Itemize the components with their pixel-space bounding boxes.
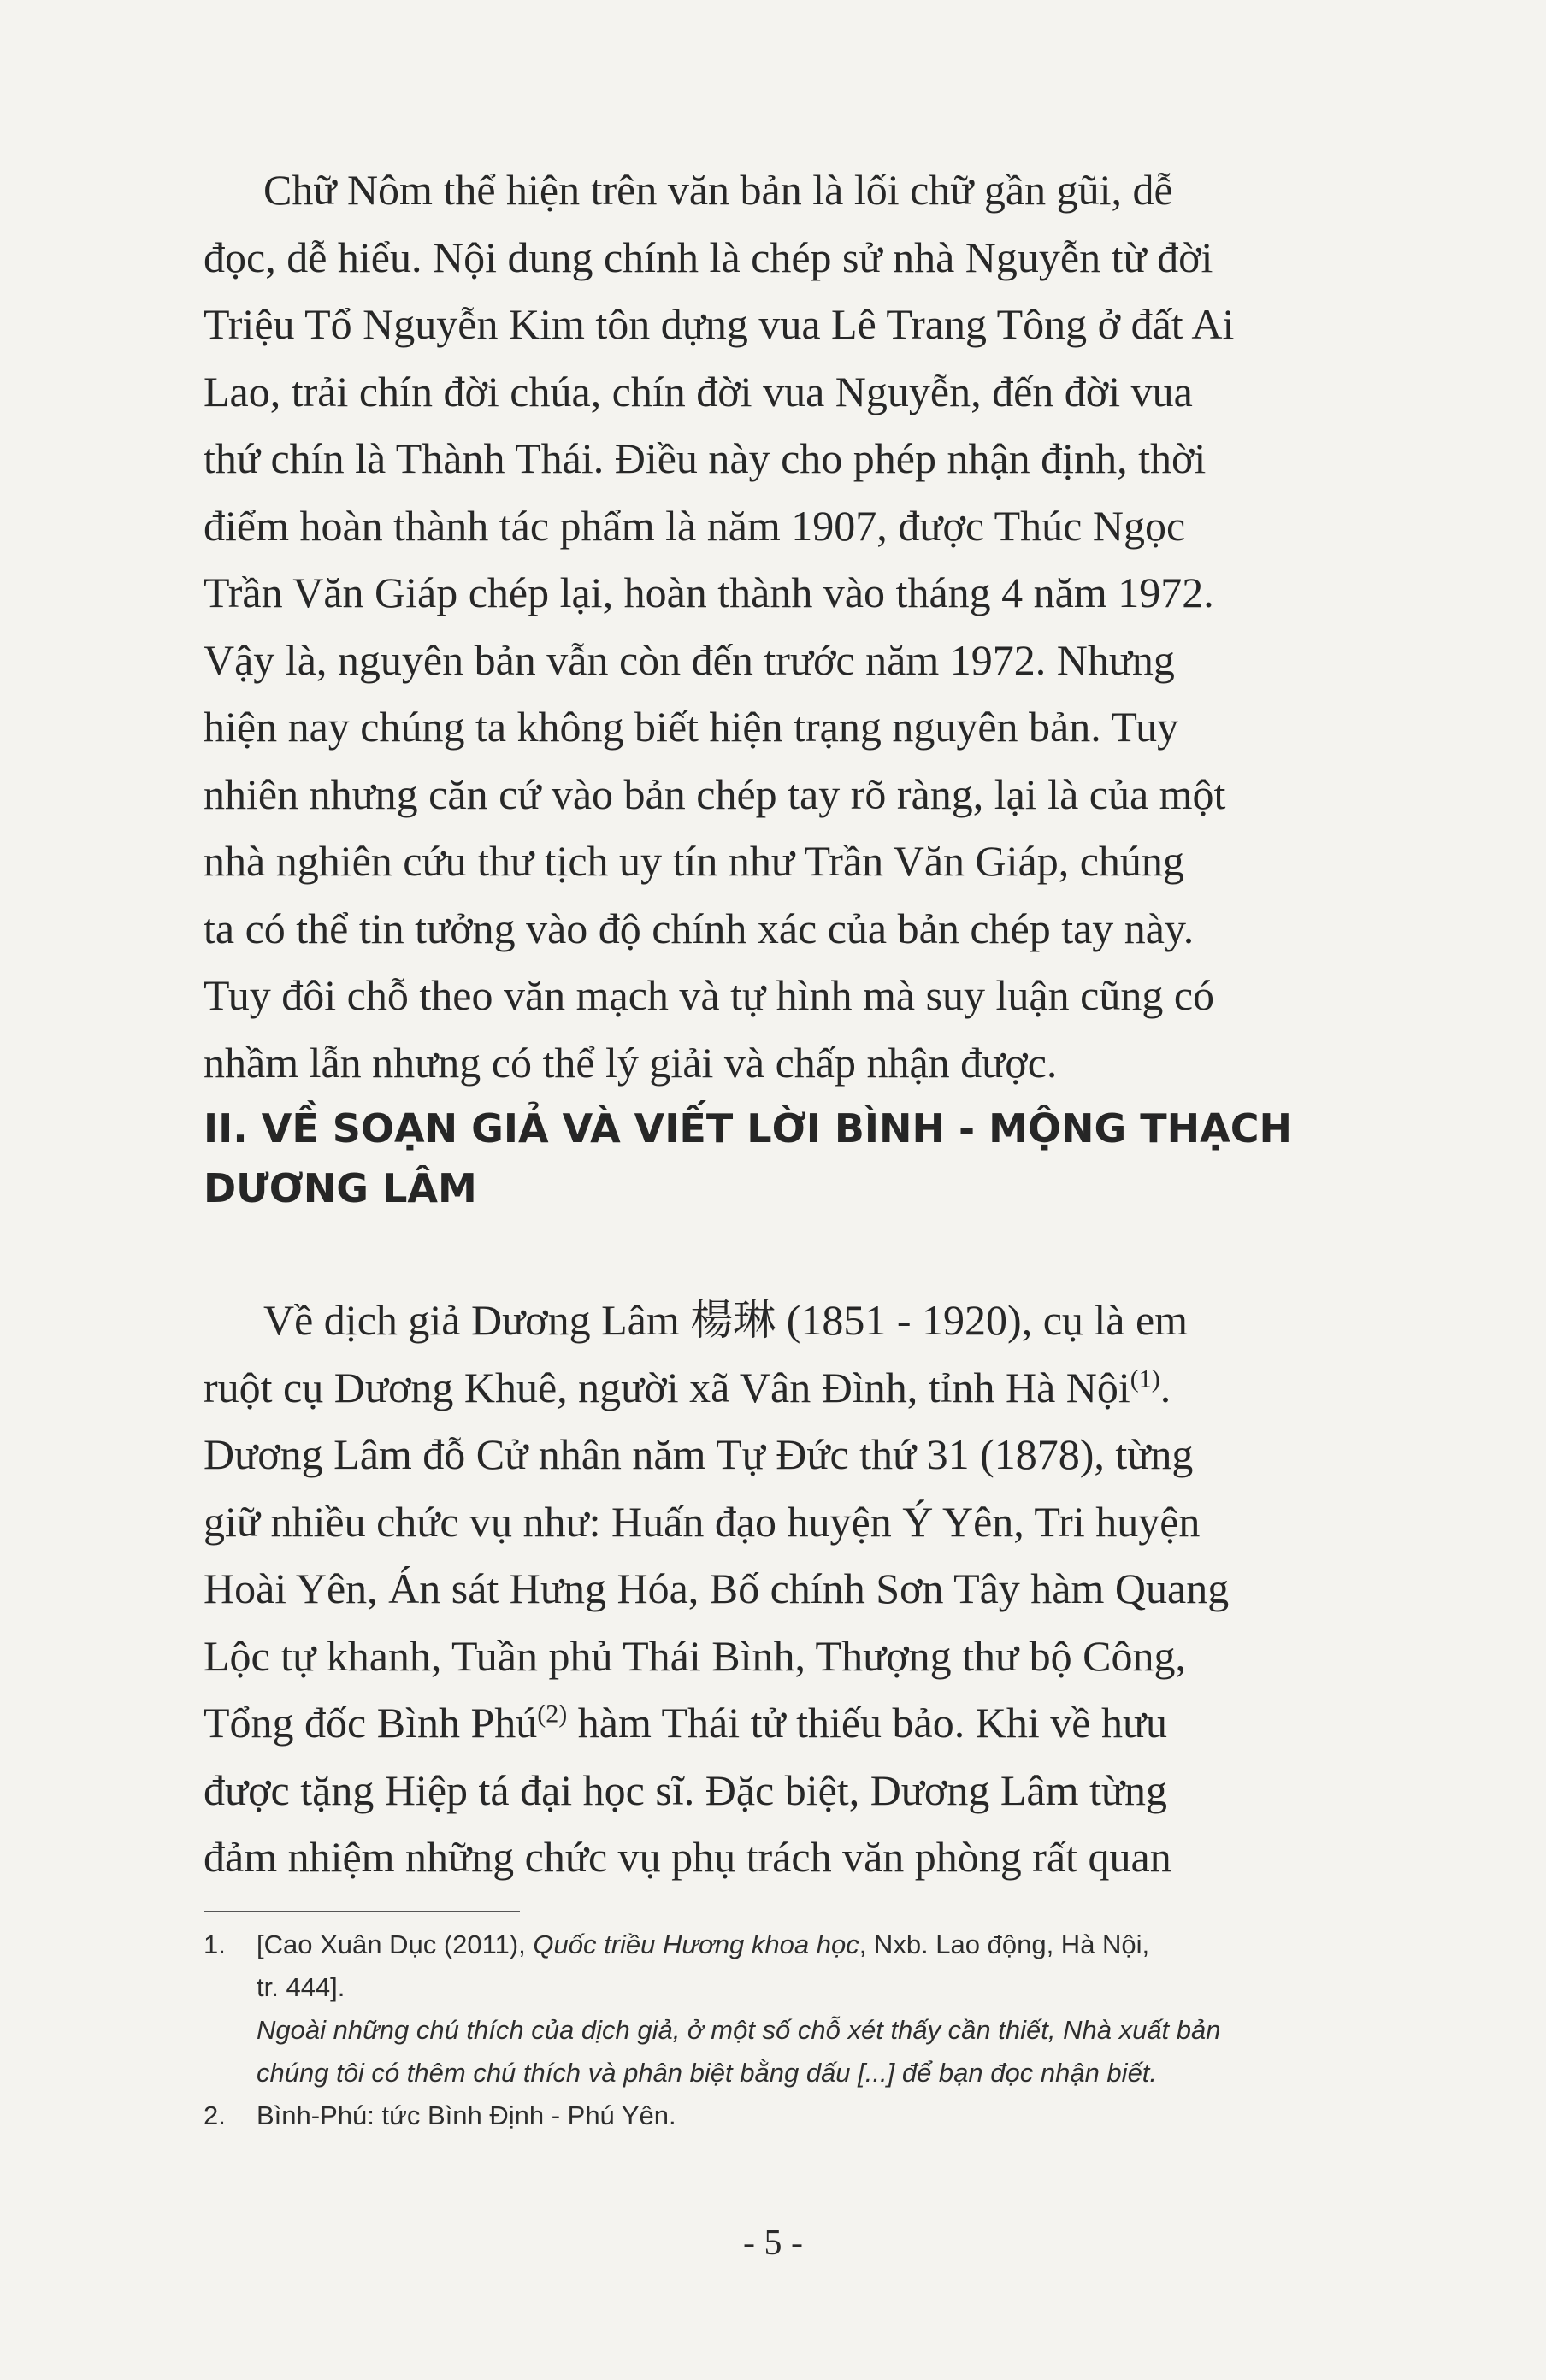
- text-line: nhầm lẫn nhưng có thể lý giải và chấp nhận được.: [204, 1038, 1058, 1087]
- text-line: thứ chín là Thành Thái. Điều này cho phép nhận định, thời: [204, 434, 1207, 482]
- text-span: , Nxb. Lao động, Hà Nội,: [859, 1929, 1150, 1959]
- han-characters: 楊琳: [690, 1295, 776, 1345]
- text-line: đảm nhiệm những chức vụ phụ trách văn phòng rất quan: [204, 1833, 1171, 1881]
- footnote-number: 1.: [204, 1929, 226, 1959]
- text-line: [204, 1287, 1358, 1354]
- footnote-line: chúng tôi có thêm chú thích và phân biệt bằng dấu [...] để bạn đọc nhận biết.: [257, 2058, 1158, 2088]
- footnote-1: [204, 1923, 1358, 2094]
- text-line: Lao, trải chín đời chúa, chín đời vua Nguyễn, đến đời vua: [204, 367, 1193, 415]
- section-heading: [204, 1099, 1358, 1218]
- footnote-ref-1: (1): [1130, 1364, 1160, 1393]
- text-line: [204, 1689, 1358, 1757]
- text-line: giữ nhiều chức vụ như: Huấn đạo huyện Ý Yên, Tri huyện: [204, 1497, 1201, 1546]
- footnotes: [204, 1923, 1358, 2137]
- text-line: Triệu Tổ Nguyễn Kim tôn dựng vua Lê Trang Tông ở đất Ai: [204, 300, 1235, 348]
- text-line: Dương Lâm đỗ Cử nhân năm Tự Đức thứ 31 (1878), từng: [204, 1430, 1194, 1478]
- section-heading-line: DƯƠNG LÂM: [204, 1165, 477, 1211]
- footnote-number: 2.: [204, 2100, 226, 2130]
- text-line: Vậy là, nguyên bản vẫn còn đến trước năm 1972. Nhưng: [204, 635, 1175, 684]
- footnote-line: [257, 1923, 1358, 1966]
- footnote-ref-2: (2): [537, 1700, 568, 1729]
- text-line: [204, 1354, 1358, 1422]
- section-heading-line: II. VỀ SOẠN GIẢ VÀ VIẾT LỜI BÌNH - MỘNG THẠCH: [204, 1105, 1293, 1152]
- text-line: nhà nghiên cứu thư tịch uy tín như Trần Văn Giáp, chúng: [204, 837, 1184, 885]
- footnote-2: [204, 2094, 1358, 2137]
- paragraph-source-description: [204, 156, 1358, 1096]
- text-line: Tuy đôi chỗ theo văn mạch và tự hình mà suy luận cũng có: [204, 971, 1215, 1019]
- footnote-line: tr. 444].: [257, 1972, 345, 2002]
- paragraph-translator-bio: [204, 1287, 1358, 1891]
- text-span: .: [1160, 1363, 1171, 1411]
- text-span: Về dịch giả Dương Lâm: [263, 1296, 691, 1344]
- text-line: Trần Văn Giáp chép lại, hoàn thành vào tháng 4 năm 1972.: [204, 568, 1214, 616]
- footnote-line: Ngoài những chú thích của dịch giả, ở một số chỗ xét thấy cần thiết, Nhà xuất bản: [257, 2015, 1221, 2045]
- text-span: hàm Thái tử thiếu bảo. Khi về hưu: [567, 1699, 1168, 1747]
- text-span: (1851 - 1920), cụ là em: [776, 1296, 1189, 1344]
- text-line: Lộc tự khanh, Tuần phủ Thái Bình, Thượng thư bộ Công,: [204, 1631, 1186, 1680]
- cited-title: Quốc triều Hương khoa học: [533, 1929, 859, 1959]
- text-line: điểm hoàn thành tác phẩm là năm 1907, được Thúc Ngọc: [204, 501, 1186, 550]
- text-span: Tổng đốc Bình Phú: [204, 1699, 538, 1747]
- text-line: đọc, dễ hiểu. Nội dung chính là chép sử nhà Nguyễn từ đời: [204, 233, 1213, 281]
- footnote-divider: [204, 1911, 520, 1912]
- footnote-line: Bình-Phú: tức Bình Định - Phú Yên.: [257, 2100, 676, 2130]
- page-number: - 5 -: [743, 2224, 803, 2263]
- text-line: nhiên nhưng căn cứ vào bản chép tay rõ ràng, lại là của một: [204, 769, 1226, 818]
- text-line: Hoài Yên, Án sát Hưng Hóa, Bố chính Sơn Tây hàm Quang: [204, 1564, 1230, 1612]
- text-line: hiện nay chúng ta không biết hiện trạng nguyên bản. Tuy: [204, 703, 1179, 751]
- text-span: ruột cụ Dương Khuê, người xã Vân Đình, tỉnh Hà Nội: [204, 1363, 1130, 1411]
- text-line: được tặng Hiệp tá đại học sĩ. Đặc biệt, Dương Lâm từng: [204, 1765, 1167, 1814]
- text-line: Chữ Nôm thể hiện trên văn bản là lối chữ gần gũi, dễ: [263, 166, 1173, 214]
- text-span: [Cao Xuân Dục (2011),: [257, 1929, 534, 1959]
- text-line: ta có thể tin tưởng vào độ chính xác của bản chép tay này.: [204, 904, 1195, 952]
